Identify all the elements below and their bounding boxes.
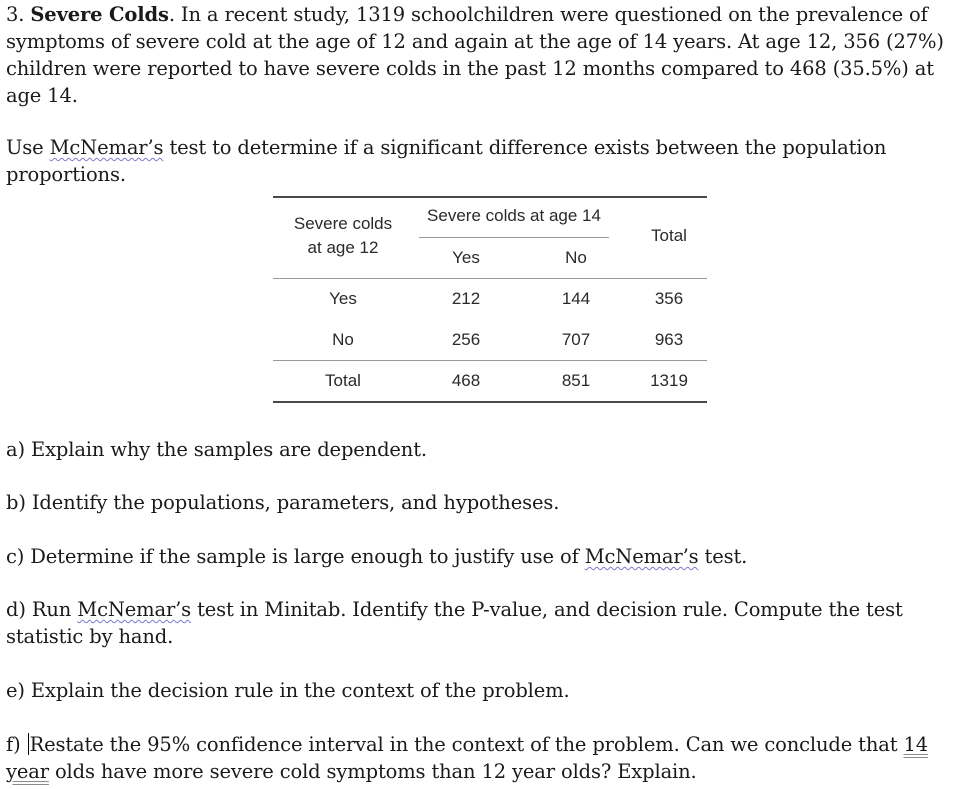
text-cursor[interactable]	[28, 733, 29, 755]
spellcheck-term[interactable]: McNemar’s	[584, 545, 699, 568]
problem-intro	[6, 1, 972, 109]
question-f-main: Restate the 95% confidence interval in the context of the problem. Can we conclude that	[29, 733, 904, 756]
table-cell: 144	[561, 289, 591, 308]
contingency-table	[273, 196, 707, 404]
instruction-before: Use	[6, 136, 50, 159]
question-a: a) Explain why the samples are dependent.	[6, 438, 427, 461]
question-d	[6, 596, 972, 650]
table-row-label: No	[332, 330, 354, 349]
table-row-label: Yes	[329, 289, 357, 308]
table-cell: 468	[451, 371, 481, 390]
table-cell: 212	[451, 289, 481, 308]
col-header-yes: Yes	[452, 248, 480, 267]
col-header-total: Total	[651, 226, 687, 245]
question-e: e) Explain the decision rule in the context of the problem.	[6, 679, 570, 702]
problem-intro-text: . In a recent study, 1319 schoolchildren were questioned on the prevalence of symptoms of severe cold at the age of 12 and again at the age of 14 years. At age 12, 356 (27%) children were reported to have severe colds in the past 12 months compared to 468 (35.5%) at age 14.	[6, 3, 944, 107]
table-group-rule	[419, 237, 609, 238]
col-header-no: No	[565, 248, 587, 267]
table-cell: 707	[561, 330, 591, 349]
question-d-before: d) Run	[6, 598, 78, 621]
table-total-rule	[273, 360, 707, 361]
question-c	[6, 543, 972, 570]
question-f	[6, 731, 972, 785]
table-cell: 1319	[650, 371, 688, 390]
table-row-label: Total	[325, 371, 361, 390]
table-bottom-rule	[273, 401, 707, 403]
grammar-flag[interactable]: 14 year	[6, 733, 929, 783]
instruction-paragraph	[6, 134, 972, 188]
spellcheck-term[interactable]: McNemar’s	[77, 598, 192, 621]
table-header-rule	[273, 278, 707, 279]
problem-number: 3.	[6, 3, 25, 26]
row-header-line2: at age 12	[307, 238, 379, 257]
question-f-prefix: f)	[6, 733, 27, 756]
question-d-after: test in Minitab. Identify the P-value, and decision rule. Compute the test statistic by hand.	[6, 598, 903, 648]
col-group-header: Severe colds at age 14	[427, 206, 601, 225]
spellcheck-term[interactable]: McNemar’s	[49, 136, 164, 159]
row-header-line1: Severe colds	[293, 214, 393, 233]
table-top-rule	[273, 196, 707, 198]
question-f-after: olds have more severe cold symptoms than 12 year olds? Explain.	[48, 760, 697, 783]
problem-title: Severe Colds	[30, 3, 169, 26]
table-cell: 356	[654, 289, 684, 308]
question-b: b) Identify the populations, parameters, and hypotheses.	[6, 491, 560, 514]
table-cell: 256	[451, 330, 481, 349]
instruction-after: test to determine if a significant difference exists between the population proportions.	[6, 136, 887, 186]
table-cell: 963	[654, 330, 684, 349]
table-cell: 851	[561, 371, 591, 390]
question-c-before: c) Determine if the sample is large enough to justify use of	[6, 545, 585, 568]
question-c-after: test.	[698, 545, 748, 568]
